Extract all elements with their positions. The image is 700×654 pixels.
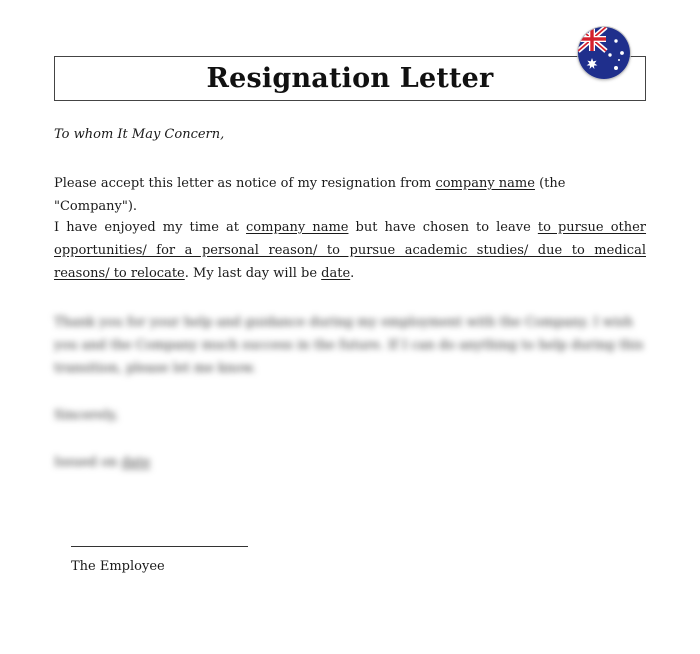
paragraph-notice — [54, 172, 646, 218]
reasons-field[interactable]: to pursue other opportunities/ for a personal reason/ to pursue academic studies/ due to medical reasons/ to relocate — [54, 220, 647, 281]
greeting: To whom It May Concern, — [54, 127, 225, 142]
paragraph-notice-text: Please accept this letter as notice of my resignation from — [54, 176, 436, 191]
blurred-closing: Sincerely, — [54, 408, 119, 423]
paragraph-reasons-end: . — [350, 266, 355, 281]
company-name-field[interactable]: company name — [435, 176, 535, 191]
signed-date-field: date — [121, 455, 151, 470]
paragraph-reasons — [54, 216, 646, 285]
page-title: Resignation Letter — [206, 63, 494, 94]
paragraph-reasons-after: . My last day will be — [184, 266, 322, 281]
paragraph-reasons-middle: but have chosen to leave — [348, 220, 538, 235]
blurred-signed-line — [54, 451, 646, 474]
blurred-paragraph: Thank you for your help and guidance during my employment with the Company. I wish you and the Company much success in the future. If I can do anything to help during this transition, please let me know. — [54, 315, 644, 376]
signed-prefix: Issued on — [54, 455, 122, 470]
australia-flag-icon — [578, 27, 630, 79]
title-box — [54, 56, 646, 101]
signature-label: The Employee — [71, 559, 165, 574]
company-name-field[interactable]: company name — [246, 220, 349, 235]
paragraph-reasons-text: I have enjoyed my time at — [54, 220, 247, 235]
signature-line — [71, 546, 248, 547]
date-field[interactable]: date — [321, 266, 351, 281]
paragraph-notice-end: (the "Company"). — [54, 176, 566, 214]
